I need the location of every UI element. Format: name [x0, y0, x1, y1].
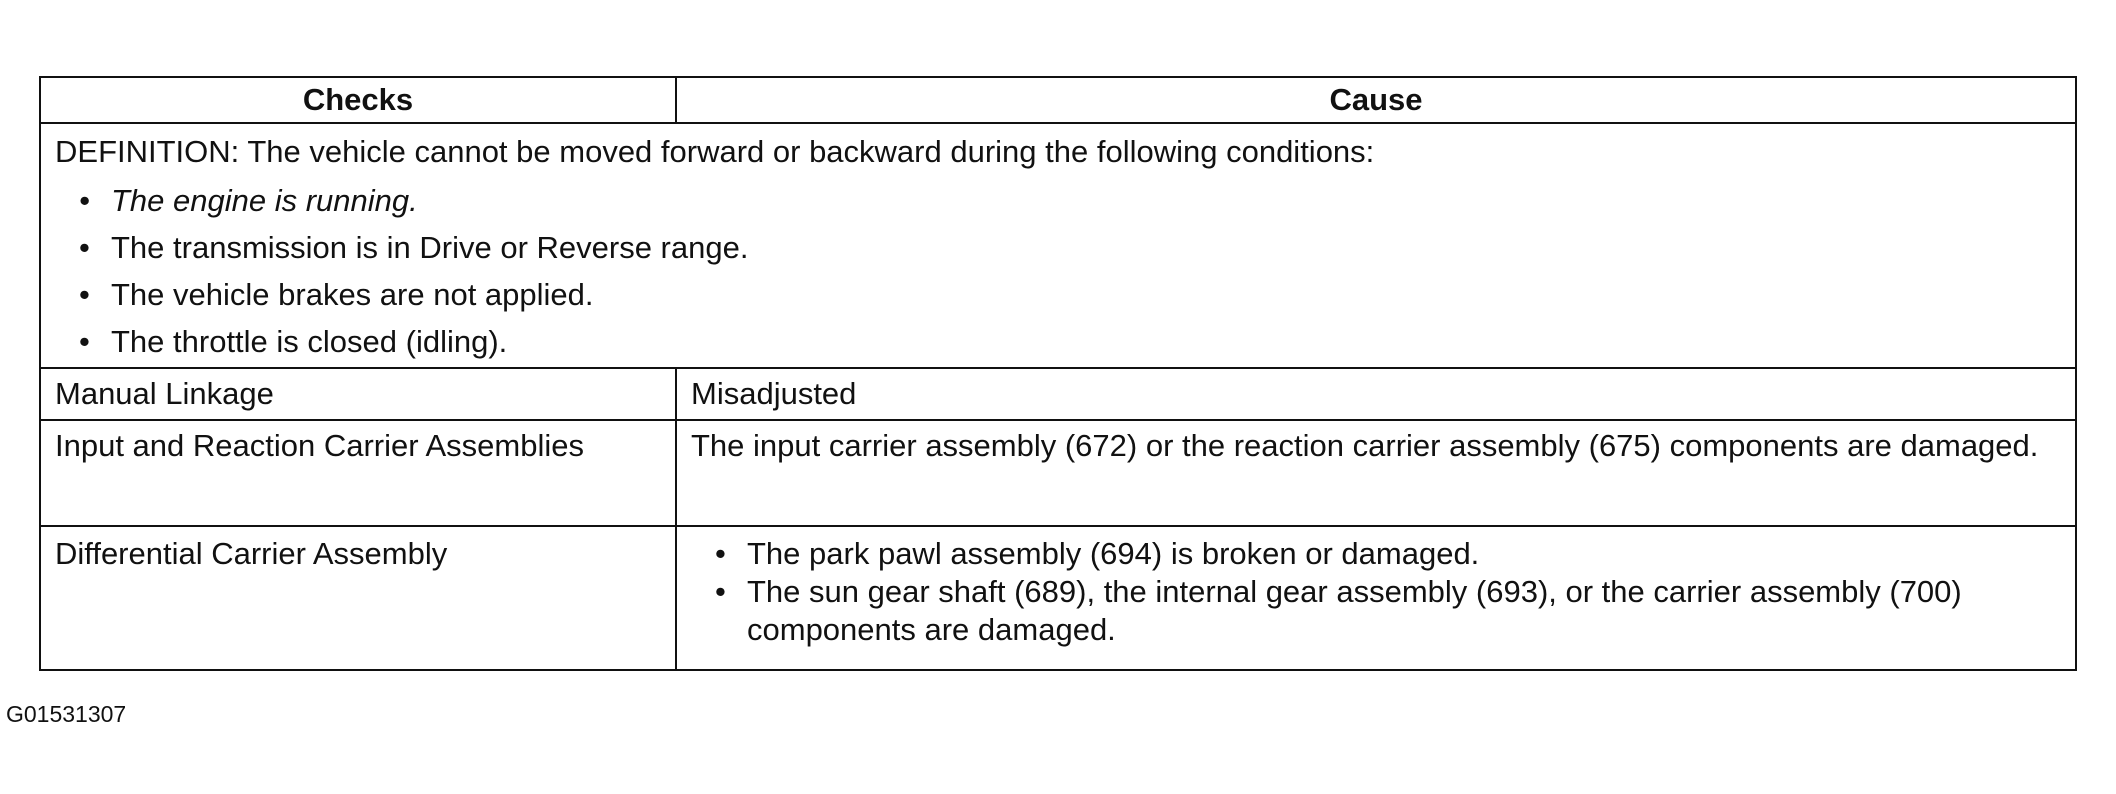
table-row	[40, 368, 2076, 420]
figure-code: G01531307	[6, 701, 127, 727]
table-row	[40, 526, 2076, 670]
diagnosis-table	[39, 76, 2077, 671]
cause-list	[691, 535, 2061, 649]
check-cell: Differential Carrier Assembly	[40, 526, 676, 670]
cause-header: Cause	[676, 77, 2076, 123]
table-row	[40, 420, 2076, 526]
cause-cell: The input carrier assembly (672) or the reaction carrier assembly (675) components are damaged.	[676, 420, 2076, 526]
cause-cell: Misadjusted	[676, 368, 2076, 420]
cause-cell	[676, 526, 2076, 670]
definition-text: DEFINITION: The vehicle cannot be moved forward or backward during the following conditions:	[55, 134, 1375, 169]
definition-cell	[40, 123, 2076, 368]
condition-item: • The throttle is closed (idling).	[79, 320, 2061, 367]
condition-item: • The vehicle brakes are not applied.	[79, 273, 2061, 320]
condition-list	[55, 179, 2061, 367]
checks-header: Checks	[40, 77, 676, 123]
cause-item: • The park pawl assembly (694) is broken or damaged.	[715, 535, 2061, 573]
condition-item: • The engine is running.	[79, 179, 2061, 226]
check-cell: Input and Reaction Carrier Assemblies	[40, 420, 676, 526]
header-row	[40, 77, 2076, 123]
definition-row	[40, 123, 2076, 368]
cause-item: • The sun gear shaft (689), the internal gear assembly (693), or the carrier assembly (700) components are damaged.	[715, 573, 2061, 649]
check-cell: Manual Linkage	[40, 368, 676, 420]
condition-item: • The transmission is in Drive or Reverse range.	[79, 226, 2061, 273]
